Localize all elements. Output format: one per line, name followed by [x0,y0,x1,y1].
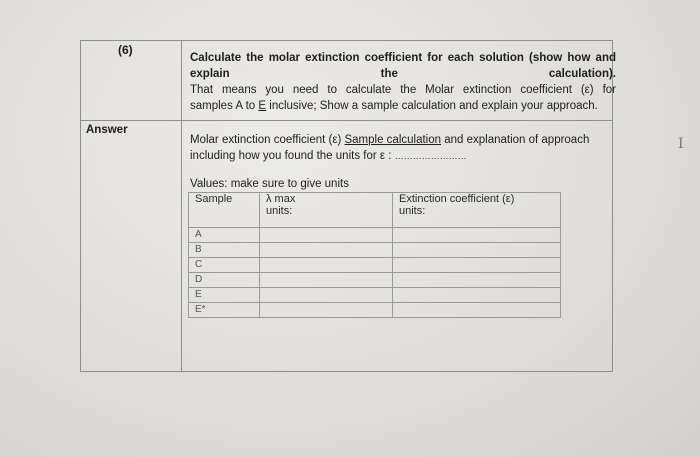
instruction-underlined: E [258,100,267,112]
values-title: Values: make sure to give units [190,178,349,190]
header-extinction-title: Extinction coefficient (ε) [399,193,515,205]
table-row [189,303,561,318]
lambda-max-cell[interactable] [260,288,393,303]
header-extinction-units: units: [399,205,426,217]
sample-cell: C [189,258,260,273]
answer-line1-post: and explanation of approach [441,134,590,146]
answer-label: Answer [86,124,128,136]
lambda-max-cell[interactable] [260,228,393,243]
values-table [188,192,561,318]
lambda-max-cell[interactable] [260,258,393,273]
question-heading: Calculate the molar extinction coefficient for each solution (show how and explain the calculation). [190,52,616,80]
table-row [189,273,561,288]
question-number: (6) [118,43,133,57]
answer-line2 [190,148,616,164]
table-row [189,243,561,258]
values-table-header [189,193,561,228]
answer-line2-text: including how you found the units for ε : [190,150,392,162]
sample-cell: A [189,228,260,243]
extinction-cell[interactable] [393,258,561,273]
answer-prompt [190,132,616,164]
table-row [189,288,561,303]
question-instruction-line1: That means you need to calculate the Molar extinction coefficient (ε) for [190,84,616,96]
instruction-post: inclusive; Show a sample calculation and explain your approach. [266,100,598,112]
answer-line2-dots: …………………… [394,151,467,161]
header-sample: Sample [189,193,260,228]
extinction-cell[interactable] [393,303,561,318]
answer-line1-pre: Molar extinction coefficient (ε) [190,134,345,146]
lambda-max-cell[interactable] [260,243,393,258]
extinction-cell[interactable] [393,228,561,243]
question-instruction-line2 [190,98,616,114]
extinction-cell[interactable] [393,273,561,288]
table-row [189,258,561,273]
answer-line1-underlined: Sample calculation [344,134,442,146]
header-extinction [393,193,561,228]
text-cursor-icon: I [678,136,684,152]
header-lambda-max [260,193,393,228]
lambda-max-cell[interactable] [260,303,393,318]
column-divider [181,40,182,371]
sample-cell: E* [189,303,260,318]
sample-cell: B [189,243,260,258]
question-text [190,50,616,114]
lambda-max-cell[interactable] [260,273,393,288]
extinction-cell[interactable] [393,288,561,303]
instruction-pre: samples A to [190,100,259,112]
sample-cell: E [189,288,260,303]
answer-line1 [190,132,616,148]
header-lambda-max-units: units: [266,205,293,217]
extinction-cell[interactable] [393,243,561,258]
table-row [189,228,561,243]
header-lambda-max-title: λ max [266,193,296,205]
sample-cell: D [189,273,260,288]
row-divider [80,120,612,121]
